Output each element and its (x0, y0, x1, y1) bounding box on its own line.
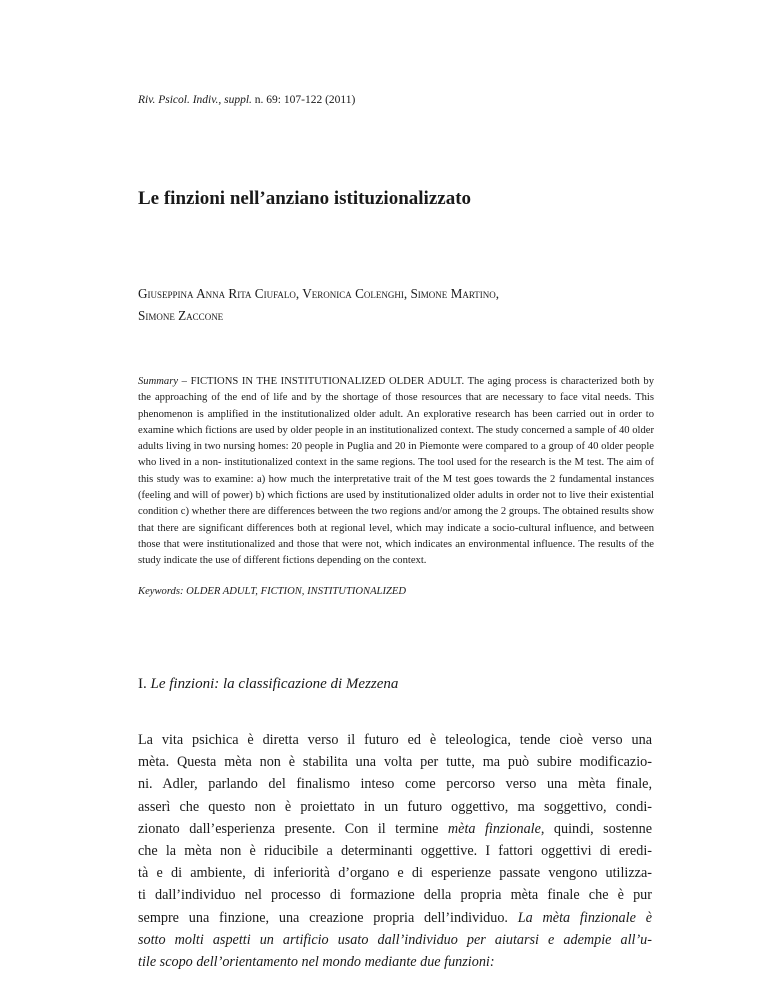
body-line: tile scopo dell’orientamento nel mondo mediante due funzioni: (138, 954, 495, 971)
author-list (138, 283, 638, 327)
body-text-run: zionato dall’esperienza presente. Con il termine (138, 820, 448, 837)
section-heading (138, 676, 398, 693)
emphasis-quote: La mèta finzionale è (517, 909, 652, 926)
abstract-text: – FICTIONS IN THE INSTITUTIONALIZED OLDER ADULT. The aging process is characterized both by the approaching of the end of life and by the shortage of those resources that are necessary to face vital needs. This phenomenon is amplified in the institutionalized older adult. An explorative research has been carried out in order to examine which fictions are used by older people in an institutionalized context. The study concerned a sample of 40 older adults living in two nursing homes: 20 people in Puglia and 20 in Piemonte were compared to a group of 40 older people who lived in a non- institutionalized context in the same regions. The tool used for the research is the M test. The aim of this study was to examine: a) how much the interpretative trait of the M test goes towards the 2 fundamental instances (feeling and will of power) b) which fictions are used by institutionalized older adults in order not to live their existential condition c) whether there are differences between the two regions and/or among the 2 groups. The obtained results show that there are significant differences both at regional level, which may indicate a socio-cultural influence, and between those that were institutionalized and those that were not, which indicates an environmental influence. The results of the study indicate the use of different fictions depending on the context. (138, 376, 654, 567)
journal-name: Riv. Psicol. Indiv., suppl. (138, 94, 252, 106)
body-line: asserì che questo non è proiettato in un futuro oggettivo, ma soggettivo, condi- (138, 798, 652, 815)
running-head (138, 94, 355, 106)
abstract-label: Summary (138, 376, 179, 387)
body-text-run: sempre una finzione, una creazione propria dell’individuo. (138, 909, 518, 926)
body-line: tà e di ambiente, di inferiorità d’organo e di esperienze passate vengono utilizza- (138, 865, 652, 882)
abstract (138, 374, 654, 570)
body-line (138, 818, 652, 840)
emphasis-term: mèta finzionale (447, 820, 541, 837)
section-number: I. (138, 676, 151, 692)
body-line: mèta. Questa mèta non è stabilita una volta per tutte, ma può subire modificazio- (138, 754, 652, 771)
authors-line-2: Simone Zaccone (138, 308, 224, 323)
body-line: ti dall’individuo nel processo di formazione della propria mèta finale che è pur (138, 887, 652, 904)
keywords: Keywords: OLDER ADULT, FICTION, INSTITUTIONALIZED (138, 586, 406, 597)
body-line: sotto molti aspetti un artificio usato dall’individuo per aiutarsi e adempie all’u- (138, 931, 652, 948)
body-line (138, 907, 652, 929)
body-line: ni. Adler, parlando del finalismo inteso come percorso verso una mèta finale, (138, 776, 652, 793)
authors-line-1: Giuseppina Anna Rita Ciufalo, Veronica Colenghi, Simone Martino, (138, 286, 500, 301)
article-title: Le finzioni nell’anziano istituzionalizzato (138, 188, 472, 209)
body-line: che la mèta non è riducibile a determinanti oggettive. I fattori oggettivi di eredi- (138, 843, 652, 860)
issue-info: n. 69: 107-122 (2011) (251, 94, 356, 106)
body-paragraph (138, 729, 652, 973)
body-text-run: , quindi, sostenne (540, 820, 652, 837)
section-title: Le finzioni: la classificazione di Mezzena (150, 676, 399, 692)
body-line: La vita psichica è diretta verso il futuro ed è teleologica, tende cioè verso una (138, 732, 652, 748)
